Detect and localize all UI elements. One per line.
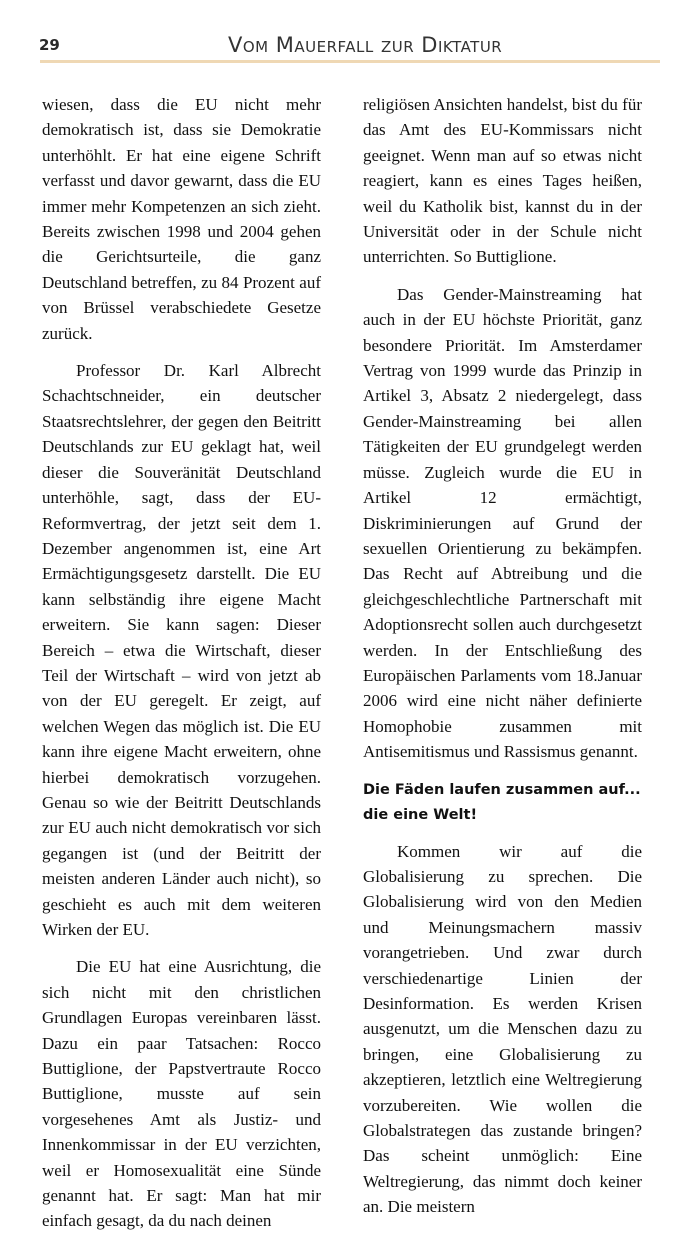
header-divider (40, 60, 660, 63)
running-title: Vom Mauerfall zur Diktatur (228, 33, 503, 57)
paragraph: Die EU hat eine Ausrichtung, die sich nicht mit den christlichen Grundlagen Europas vereinbaren lässt. Dazu ein paar Tatsachen: Rocco Buttiglione, der Papstvertraute Rocco Buttiglione, musste auf sein vorgesehenes Amt als Justiz- und Innenkommissar in der EU verzichten, weil er Homosexualität eine Sünde genannt hat. Er sagt: Man hat mir einfach gesagt, da du nach deinen (42, 957, 321, 1231)
paragraph: wiesen, dass die EU nicht mehr demokratisch ist, dass sie Demokratie unterhöhlt. Er hat eine eigene Schrift verfasst und davor gewarnt, dass die EU immer mehr Kompetenzen an sich zieht. Bereits zwischen 1998 und 2004 gehen die Gerichtsurteile, die ganz Deutschland betreffen, zu 84 Prozent auf von Brüssel verabschiedete Gesetze zurück. (42, 95, 321, 343)
paragraph: Professor Dr. Karl Albrecht Schachtschneider, ein deutscher Staatsrechtslehrer, der gegen den Beitritt Deutschlands zur EU geklagt hat, weil dieser die Souveränität Deutschland unterhöhle, sagt, dass der EU-Reformvertrag, der jetzt seit dem 1. Dezember angenommen ist, eine Art Ermächtigungsgesetz darstellt. Die EU kann selbständig ihre eigene Macht erweitern. Sie kann sagen: Dieser Bereich – etwa die Wirtschaft, dieser Teil der Wirtschaft – wird von jetzt ab von der EU geregelt. Er zeigt, auf welchen Wegen das möglich ist. Die EU kann ihre eigene Macht erweitern, ohne hierbei demokratisch vorzugehen. Genau so wie der Beitritt Deutschlands zur EU auch nicht demokratisch vor sich gegangen ist (und der Beitritt der meisten anderen Länder auch nicht), so geschieht es auch mit dem weiteren Wirken der EU. (42, 361, 321, 939)
paragraph: Kommen wir auf die Globalisierung zu sprechen. Die Globalisierung wird von den Medien und Meinungsmachern massiv vorangetrieben. Und zwar durch verschiedenartige Linien der Desinformation. Es werden Krisen ausgenutzt, um die Menschen dazu zu bringen, eine Globalisierung zu akzeptieren, letztlich eine Weltregierung vorzubereiten. Wie wollen die Globalstrategen das zustande bringen? Das scheint unmöglich: Eine Weltregierung, das nimmt doch keiner an. Die meistern (363, 841, 642, 1217)
paragraph: religiösen Ansichten handelst, bist du für das Amt des EU-Kommissars nicht geeignet. Wenn man auf so etwas nicht reagiert, kann es eines Tages heißen, weil du Katholik bist, kannst du in der Universität oder in der Schule nicht unterrichten. So Buttiglione. (363, 95, 642, 267)
paragraph: Das Gender-Mainstreaming hat auch in der EU höchste Priorität, ganz besondere Priorität. Im Amsterdamer Vertrag von 1999 wurde das Prinzip in Artikel 3, Absatz 2 niedergelegt, dass Gender-Mainstreaming bei allen Tätigkeiten der EU grundgelegt werden müsse. Zugleich wurde die EU in Artikel 12 ermächtigt, Diskriminierungen auf Grund der sexuellen Orientierung zu bekämpfen. Das Recht auf Abtreibung und die gleichgeschlechtliche Partnerschaft mit Adoptionsrecht sollen auch durchgesetzt werden. In der Entschließung des Europäischen Parlaments vom 18.Januar 2006 wird eine nicht näher definierte Homophobie zusammen mit Antisemitismus und Rassismus genannt. (363, 284, 642, 762)
section-heading: Die Fäden laufen zusammen auf... die eine Welt! (363, 781, 641, 823)
page-number: 29 (39, 36, 60, 54)
right-column (363, 92, 642, 1220)
left-column (42, 92, 321, 1234)
